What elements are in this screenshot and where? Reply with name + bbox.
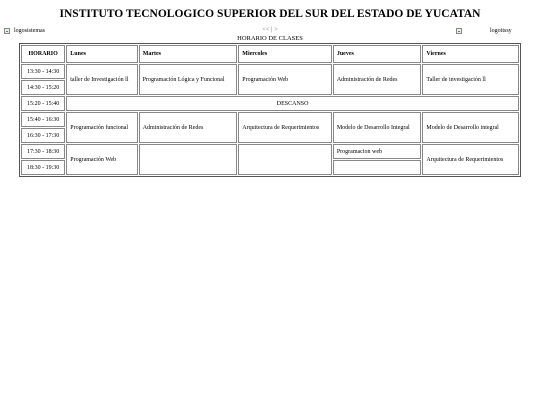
logo-itssy (456, 28, 512, 34)
header-horario: HORARIO (21, 45, 65, 63)
table-row (21, 144, 519, 159)
broken-image-icon (456, 28, 462, 34)
logo-alt-text: logosistemas (14, 28, 45, 34)
nav-next-link[interactable]: > (274, 27, 278, 33)
table-row (21, 64, 519, 79)
class-cell: Arquitectura de Requerimientos (238, 112, 332, 143)
logo-alt-text: logoitssy (490, 28, 512, 34)
time-cell: 16:30 - 17:30 (21, 128, 65, 143)
header-lunes: Lunes (66, 45, 137, 63)
class-cell: Programacion web (333, 144, 422, 159)
class-cell: Programación funcional (66, 112, 137, 143)
class-cell: Taller de investigación ll (422, 64, 519, 95)
time-cell: 17:30 - 18:30 (21, 144, 65, 159)
class-cell: Programación Web (238, 64, 332, 95)
nav-prev-link[interactable]: << (262, 27, 270, 33)
time-cell: 13:30 - 14:30 (21, 64, 65, 79)
header-martes: Martes (139, 45, 238, 63)
class-cell: Programación Lógica y Funcional (139, 64, 238, 95)
time-cell: 15:40 - 16:30 (21, 112, 65, 127)
class-cell: Modelo de Desarrollo integral (422, 112, 519, 143)
class-cell: Administración de Redes (333, 64, 422, 95)
class-cell (333, 160, 422, 175)
class-cell (139, 144, 238, 175)
nav-separator: | (271, 27, 273, 33)
break-cell: DESCANSO (66, 96, 519, 111)
table-header-row (21, 45, 519, 63)
header-jueves: Jueves (333, 45, 422, 63)
schedule-table (19, 43, 521, 177)
class-cell: Administración de Redes (139, 112, 238, 143)
schedule-subtitle: HORARIO DE CLASES (237, 35, 303, 42)
class-cell: Arquitectura de Requerimientos (422, 144, 519, 175)
class-cell: taller de Investigación ll (66, 64, 137, 95)
time-cell: 14:30 - 15:20 (21, 80, 65, 95)
class-cell: Modelo de Desarrollo Integral (333, 112, 422, 143)
header-miercoles: Miercoles (238, 45, 332, 63)
class-cell: Programación Web (66, 144, 137, 175)
table-row (21, 96, 519, 111)
table-row (21, 112, 519, 127)
page-title: INSTITUTO TECNOLOGICO SUPERIOR DEL SUR DEL ESTADO DE YUCATAN (59, 8, 481, 20)
header-viernes: Viernes (422, 45, 519, 63)
time-cell: 18:30 - 19:30 (21, 160, 65, 175)
class-cell (238, 144, 332, 175)
time-cell: 15:20 - 15:40 (21, 96, 65, 111)
